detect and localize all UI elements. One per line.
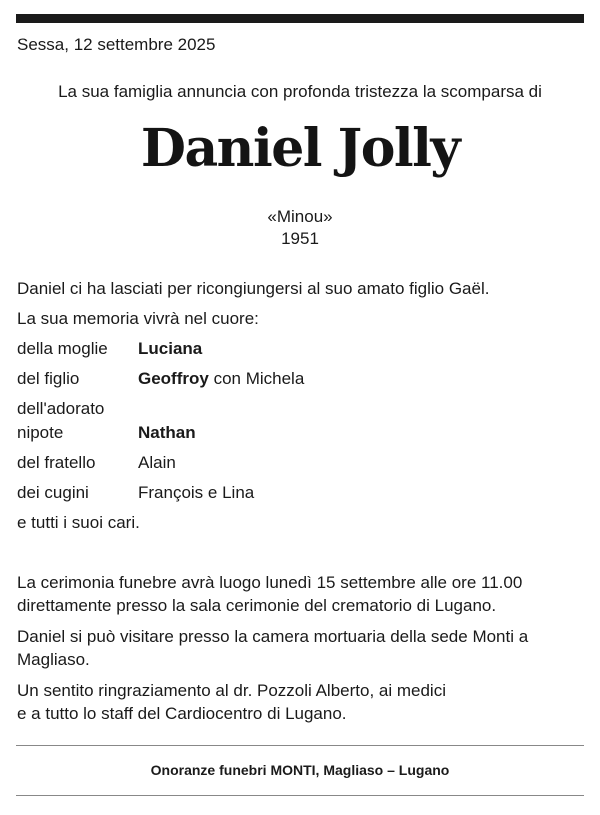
mourner-label: del fratello — [17, 453, 96, 472]
mourner-value — [138, 337, 202, 360]
mourner-label: dell'adorato — [17, 399, 105, 418]
ceremony-info: La cerimonia funebre avrà luogo lunedì 15 settembre alle ore 11.00 direttamente presso la sala cerimonie del crematorio di Lugano. — [17, 573, 523, 615]
mourner-label: dei cugini — [17, 483, 89, 502]
mourner-value: Alain — [138, 453, 176, 472]
mourner-value: François e Lina — [138, 483, 255, 502]
visit-info: Daniel si può visitare presso la camera mortuaria della sede Monti a Magliaso. — [17, 627, 529, 669]
mourner-label-cont: nipote — [17, 423, 64, 442]
closing-line: e tutti i suoi cari. — [17, 513, 140, 532]
body-line-1: Daniel ci ha lasciati per ricongiungersi al suo amato figlio Gaël. — [17, 279, 490, 298]
nickname: «Minou» — [267, 207, 333, 226]
footer-bottom-rule — [16, 795, 584, 796]
deceased-name: Daniel Jolly — [140, 118, 460, 179]
mourner-label: della moglie — [17, 339, 108, 358]
birth-year: 1951 — [281, 229, 319, 248]
mourner-value — [138, 367, 304, 390]
mourner-name: Nathan — [138, 423, 196, 442]
announcement-intro: La sua famiglia annuncia con profonda tristezza la scomparsa di — [58, 82, 542, 101]
footer-top-rule — [16, 745, 584, 746]
thanks-line-2: e a tutto lo staff del Cardiocentro di Lugano. — [17, 704, 347, 723]
top-rule — [16, 14, 584, 23]
mourner-name: Geoffroy — [138, 369, 209, 388]
body-line-2: La sua memoria vivrà nel cuore: — [17, 309, 259, 328]
funeral-home: Onoranze funebri MONTI, Magliaso – Lugano — [150, 762, 450, 778]
thanks-line-1: Un sentito ringraziamento al dr. Pozzoli Alberto, ai medici — [17, 681, 446, 700]
mourner-extra: con Michela — [208, 369, 305, 388]
date-place: Sessa, 12 settembre 2025 — [17, 35, 216, 54]
mourner-name: Luciana — [138, 339, 203, 358]
mourner-label: del figlio — [17, 369, 80, 388]
mourner-value — [138, 421, 196, 444]
